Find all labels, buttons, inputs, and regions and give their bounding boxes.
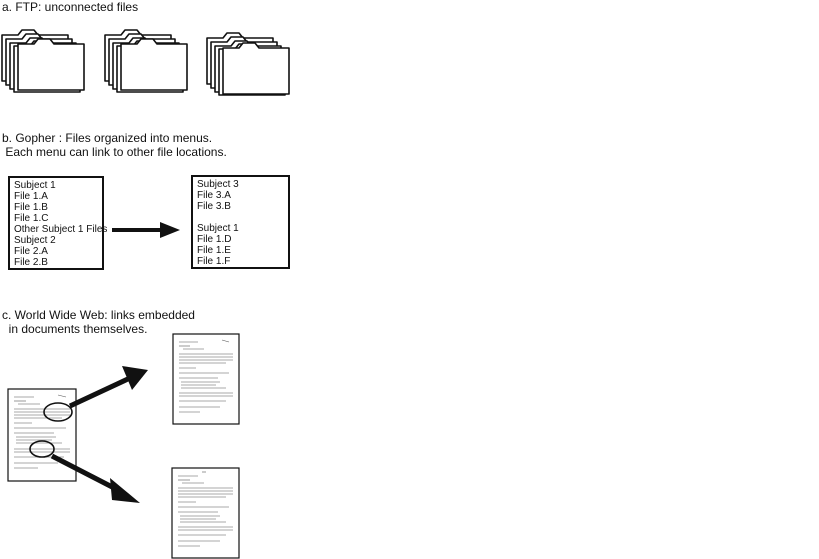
menu-item: File 3.B	[197, 201, 231, 212]
diagonal-arrow-icon	[70, 366, 148, 406]
caption-web-line1: c. World Wide Web: links embedded	[2, 308, 195, 322]
menu-item: Subject 3	[197, 179, 239, 190]
menu-item: File 1.D	[197, 234, 232, 245]
menu-item: File 1.F	[197, 256, 231, 267]
caption-ftp: a. FTP: unconnected files	[2, 0, 139, 14]
menu-item: File 2.A	[14, 246, 48, 257]
folder-stack-2	[105, 30, 187, 92]
linked-document-bottom	[172, 468, 239, 558]
source-document	[8, 389, 76, 481]
caption-web-line2: in documents themselves.	[2, 322, 148, 336]
menu-item: Subject 1	[197, 223, 239, 234]
right-arrow-icon	[112, 222, 180, 238]
menu-item: Subject 2	[14, 235, 56, 246]
menu-item: Subject 1	[14, 180, 56, 191]
menu-item: File 3.A	[197, 190, 231, 201]
folder-icon	[121, 39, 187, 90]
menu-item: File 1.E	[197, 245, 231, 256]
menu-item: File 1.A	[14, 191, 48, 202]
caption-gopher-line1: b. Gopher : Files organized into menus.	[2, 131, 213, 145]
folder-stack-3	[207, 33, 289, 95]
menu-item: File 1.C	[14, 213, 49, 224]
folder-icon	[18, 39, 84, 90]
folder-stack-1	[2, 30, 84, 92]
linked-document-top	[173, 334, 239, 424]
menu-item: File 2.B	[14, 257, 48, 268]
caption-gopher-line2: Each menu can link to other file locations.	[2, 145, 227, 159]
menu-item: File 1.B	[14, 202, 48, 213]
menu-item: Other Subject 1 Files	[14, 224, 108, 235]
folder-icon	[223, 43, 289, 94]
